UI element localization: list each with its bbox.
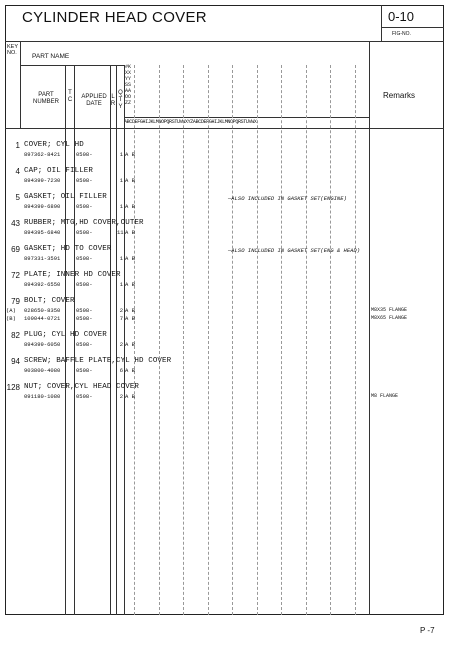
part-number: 894399-7230	[24, 177, 61, 184]
key-no-header: KEY NO.	[7, 44, 19, 56]
part-number: 894399-6050	[24, 341, 61, 348]
part-number: 894399-6890	[24, 203, 61, 210]
part-name: COVER; CYL HD	[24, 141, 84, 149]
applied-date: 0508-	[76, 307, 93, 314]
model-codes: A B	[125, 367, 135, 374]
remark-text: M8X35 FLANGE	[371, 307, 408, 313]
model-codes: A B	[125, 255, 135, 262]
quantity: 2	[119, 341, 123, 348]
code-grid-line	[183, 65, 184, 615]
quantity: 1	[119, 281, 123, 288]
tc-header: T C	[67, 90, 73, 103]
model-codes: A B	[125, 393, 135, 400]
fig-number: 0-10	[388, 9, 415, 24]
variant-label: (A)	[6, 307, 16, 314]
model-codes: A B	[125, 203, 135, 210]
qty-col-line	[124, 65, 125, 615]
code-grid-line	[208, 65, 209, 615]
key-number: 82	[11, 331, 20, 340]
code-rule	[124, 117, 369, 118]
applied-date-header: APPLIED DATE	[81, 94, 107, 107]
code-grid-line	[355, 65, 356, 615]
model-codes: A B	[125, 315, 135, 322]
key-number: 4	[15, 167, 20, 176]
quantity: 1	[119, 255, 123, 262]
key-number: 69	[11, 245, 20, 254]
part-name: PLATE; INNER HD COVER	[24, 271, 121, 279]
quantity: 1	[119, 177, 123, 184]
header-bottom-rule	[5, 128, 444, 129]
applied-date: 0508-	[76, 341, 93, 348]
page-number: P -7	[420, 626, 435, 635]
key-number: 43	[11, 219, 20, 228]
lr-header: L R	[110, 94, 116, 107]
quantity: 7	[119, 315, 123, 322]
remark-text: M8 FLANGE	[371, 393, 399, 399]
qty-header: Q T Y	[118, 90, 123, 110]
variant-label: (B)	[6, 315, 16, 322]
part-name: CAP; OIL FILLER	[24, 167, 94, 175]
code-rows-header: #K XX YY SS AA OO ZZ	[125, 64, 132, 106]
part-name: GASKET; OIL FILLER	[24, 193, 107, 201]
key-number: 128	[6, 383, 20, 392]
key-number: 79	[11, 297, 20, 306]
part-number-header: PART NUMBER	[32, 92, 59, 105]
code-grid-line	[281, 65, 282, 615]
code-grid-line	[159, 65, 160, 615]
quantity: 2	[119, 393, 123, 400]
model-codes: A B	[125, 281, 135, 288]
remark-text: M8X65 FLANGE	[371, 315, 408, 321]
applied-date: 0508-	[76, 281, 93, 288]
code-grid-line	[232, 65, 233, 615]
title-rule	[5, 41, 444, 42]
code-grid-line	[330, 65, 331, 615]
title-divider	[381, 5, 382, 41]
code-grid-line	[134, 65, 135, 615]
applied-date: 0508-	[76, 367, 93, 374]
model-codes: A B	[125, 307, 135, 314]
part-number: 109044-0721	[24, 315, 61, 322]
applied-date: 0508-	[76, 393, 93, 400]
part-name: GASKET; HD TO COVER	[24, 245, 112, 253]
lr-col-line	[116, 65, 117, 615]
quantity: 2	[119, 307, 123, 314]
model-codes: A B	[125, 229, 135, 236]
key-col-line	[20, 41, 21, 128]
part-number: 091180-1080	[24, 393, 61, 400]
page-title: CYLINDER HEAD COVER	[22, 9, 207, 26]
part-note: —ALSO INCLUDED IN GASKET SET(ENG & HEAD)	[228, 247, 361, 254]
fig-divider	[381, 27, 444, 28]
quantity: 6	[119, 367, 123, 374]
quantity: 1	[119, 151, 123, 158]
key-number: 94	[11, 357, 20, 366]
applied-date: 0508-	[76, 315, 93, 322]
part-number: 897362-8421	[24, 151, 61, 158]
model-codes: A B	[125, 341, 135, 348]
part-name-rule	[20, 65, 124, 66]
code-letters: ABCDEFGHIJKLMNOPQRSTUVWXYZABCDEFGHIJKLMNOPQRSTUVWX	[124, 119, 257, 125]
part-number: 903800-4080	[24, 367, 61, 374]
applied-date: 0508-	[76, 177, 93, 184]
part-name: SCREW; BAFFLE PLATE,CYL HD COVER	[24, 357, 172, 365]
key-number: 1	[15, 141, 20, 150]
quantity: 11	[117, 229, 124, 236]
quantity: 1	[119, 203, 123, 210]
part-number: 894395-6840	[24, 229, 61, 236]
part-number: 894392-6550	[24, 281, 61, 288]
part-name: PLUG; CYL HD COVER	[24, 331, 107, 339]
date-col-line	[110, 65, 111, 615]
applied-date: 0508-	[76, 151, 93, 158]
code-grid-line	[257, 65, 258, 615]
part-note: —ALSO INCLUDED IN GASKET SET(ENGINE)	[228, 195, 347, 202]
part-number: 028650-8350	[24, 307, 61, 314]
key-number: 5	[15, 193, 20, 202]
model-codes: A B	[125, 177, 135, 184]
applied-date: 0508-	[76, 255, 93, 262]
applied-date: 0508-	[76, 229, 93, 236]
code-grid-line	[306, 65, 307, 615]
part-name-header: PART NAME	[32, 53, 70, 60]
key-number: 72	[11, 271, 20, 280]
part-number: 897331-3591	[24, 255, 61, 262]
part-name: RUBBER; MTG,HD COVER,OUTER	[24, 219, 144, 227]
model-codes: A B	[125, 151, 135, 158]
part-name: BOLT; COVER	[24, 297, 75, 305]
fig-label: FIG-NO.	[392, 31, 411, 37]
part-name: NUT; COVER,CYL HEAD COVER	[24, 383, 140, 391]
applied-date: 0508-	[76, 203, 93, 210]
remarks-header: Remarks	[383, 91, 416, 100]
